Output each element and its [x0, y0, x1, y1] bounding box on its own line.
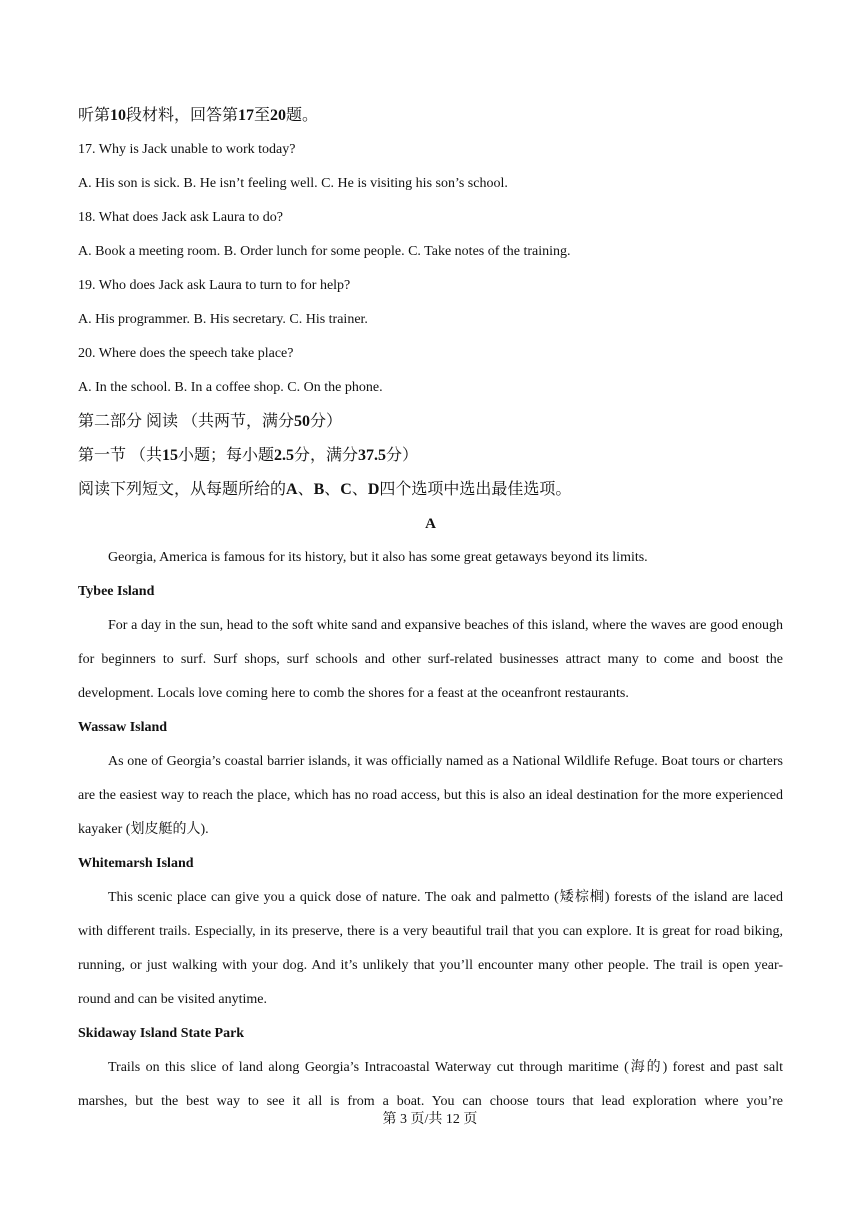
section-heading-whitemarsh: Whitemarsh Island	[78, 856, 194, 871]
section-text: 分，满分	[294, 447, 359, 464]
section-text: 第一节 （共	[78, 447, 163, 464]
question-18-options: A. Book a meeting room. B. Order lunch for some people. C. Take notes of the training.	[78, 244, 571, 259]
page-footer: 第 3 页/共 12 页	[382, 1112, 478, 1127]
reading-instruction	[78, 473, 783, 507]
question-19-options: A. His programmer. B. His secretary. C. His trainer.	[78, 312, 368, 327]
option-letter: B	[313, 481, 325, 498]
section-number: 2.5	[274, 447, 295, 464]
instruction-text: 四个选项中选出最佳选项。	[379, 481, 572, 498]
instruction-text: 阅读下列短文，从每题所给的	[78, 481, 287, 498]
instruction-text: 听第	[78, 107, 111, 124]
section-number: 37.5	[358, 447, 387, 464]
instruction-number: 10	[110, 107, 127, 124]
section-text: 分）	[386, 447, 419, 464]
instruction-text: 至	[254, 107, 271, 124]
question-17-options: A. His son is sick. B. He isn’t feeling well. C. He is visiting his son’s school.	[78, 176, 508, 191]
separator: 、	[297, 481, 314, 498]
section-text-wassaw: As one of Georgia’s coastal barrier islands, it was officially named as a National Wildlife Refuge. Boat tours or charters are the easiest way to reach the place, which has no road access, but this is also an ideal destination for the more experienced kayaker (划皮艇的人).	[78, 754, 783, 837]
instruction-text: 题。	[286, 107, 319, 124]
section-heading-tybee: Tybee Island	[78, 584, 155, 599]
section-heading-wassaw: Wassaw Island	[78, 720, 168, 735]
section-text: 小题；每小题	[178, 447, 275, 464]
page-content	[78, 99, 783, 1119]
passage-intro: Georgia, America is famous for its history, but it also has some great getaways beyond its limits.	[108, 550, 648, 565]
option-letter: D	[367, 481, 380, 498]
section-text-skidaway: Trails on this slice of land along Georgia’s Intracoastal Waterway cut through maritime (海的) forest and past salt marshes, but the best way to see it all is from a boat. You can choose tours that lead exploration where you’re	[78, 1060, 783, 1109]
title-text: 第二部分 阅读 （共两节，满分	[78, 413, 295, 430]
separator: 、	[324, 481, 341, 498]
option-letter: C	[340, 481, 352, 498]
instruction-text: 段材料，回答第	[126, 107, 239, 124]
option-letter: A	[286, 481, 298, 498]
passage-label: A	[425, 516, 436, 532]
question-20-options: A. In the school. B. In a coffee shop. C. On the phone.	[78, 380, 383, 395]
title-text: 分）	[310, 413, 343, 430]
part2-title	[78, 405, 783, 439]
question-17: 17. Why is Jack unable to work today?	[78, 142, 296, 157]
section-text-whitemarsh: This scenic place can give you a quick dose of nature. The oak and palmetto (矮棕榈) forests of the island are laced with different trails. Especially, in its preserve, there is a very beautiful trail that you can explore. It is great for road biking, running, or just walking with your dog. And it’s unlikely that you’ll encounter many other people. The trail is open year-round and can be visited anytime.	[78, 890, 783, 1007]
title-number: 50	[294, 413, 311, 430]
section-heading-skidaway: Skidaway Island State Park	[78, 1026, 245, 1041]
question-19: 19. Who does Jack ask Laura to turn to for help?	[78, 278, 351, 293]
section1-title	[78, 439, 783, 473]
separator: 、	[351, 481, 368, 498]
section-number: 15	[162, 447, 179, 464]
instruction-number: 20	[270, 107, 287, 124]
instruction-number: 17	[238, 107, 255, 124]
question-20: 20. Where does the speech take place?	[78, 346, 294, 361]
listening-instruction	[78, 99, 783, 133]
question-18: 18. What does Jack ask Laura to do?	[78, 210, 284, 225]
section-text-tybee: For a day in the sun, head to the soft white sand and expansive beaches of this island, where the waves are good enough for beginners to surf. Surf shops, surf schools and other surf-related businesses attract many to come and boost the development. Locals love coming here to comb the shores for a feast at the oceanfront restaurants.	[78, 618, 783, 701]
